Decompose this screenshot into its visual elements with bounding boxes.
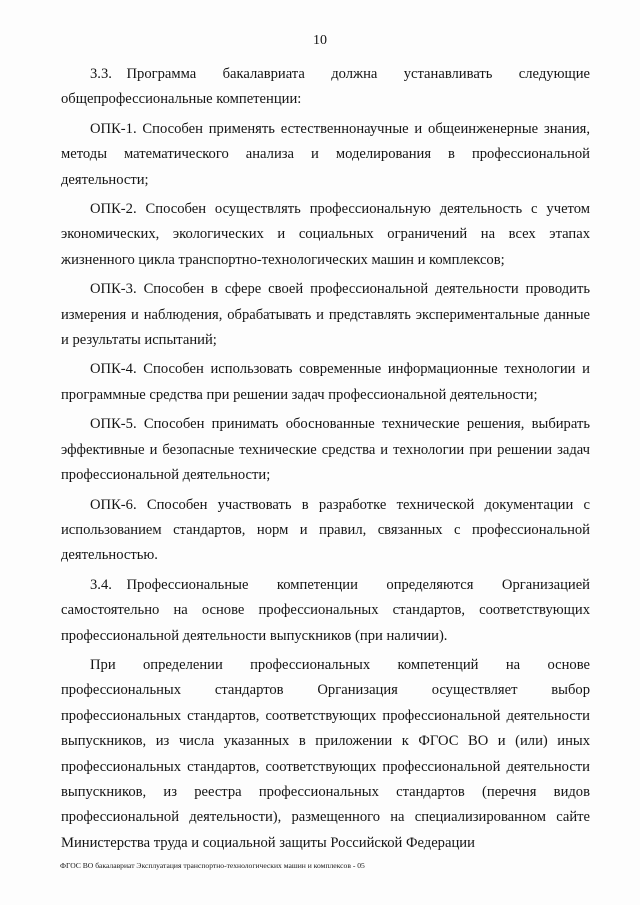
page-number: 10 xyxy=(313,33,327,48)
document-footer: ФГОС ВО бакалавриат Эксплуатация транспортно-технологических машин и комплексов - 05 xyxy=(60,861,365,870)
paragraph-opk-1: ОПК-1. Способен применять естественнонаучные и общеинженерные знания, методы математического анализа и моделирования в профессиональной деятельности; xyxy=(61,120,590,188)
paragraph-3-3: 3.3. Программа бакалавриата должна устанавливать следующие общепрофессиональные компетенции: xyxy=(61,66,590,108)
paragraph-professional-standards: При определении профессиональных компетенций на основе профессиональных стандартов Организация осуществляет выбор профессиональных стандартов, соответствующих профессиональной деятельности выпускников, из числа указанных в приложении к ФГОС ВО и (или) иных профессиональных стандартов, соответствующих профессиональной деятельности выпускников, из реестра профессиональных стандартов (перечня видов профессиональной деятельности), размещенного на специализированном сайте Министерства труда и социальной защиты Российской Федерации xyxy=(61,656,590,851)
document-body xyxy=(61,62,590,856)
paragraph-opk-5: ОПК-5. Способен принимать обоснованные технические решения, выбирать эффективные и безопасные технические средства и технологии при решении задач профессиональной деятельности; xyxy=(61,416,590,484)
paragraph-opk-2: ОПК-2. Способен осуществлять профессиональную деятельность с учетом экономических, экологических и социальных ограничений на всех этапах жизненного цикла транспортно-технологических машин и комплексов; xyxy=(61,201,590,268)
paragraph-opk-4: ОПК-4. Способен использовать современные информационные технологии и программные средства при решении задач профессиональной деятельности; xyxy=(61,361,590,403)
paragraph-opk-6: ОПК-6. Способен участвовать в разработке технической документации с использованием стандартов, норм и правил, связанных с профессиональной деятельностью. xyxy=(61,496,590,564)
paragraph-3-4: 3.4. Профессиональные компетенции определяются Организацией самостоятельно на основе профессиональных стандартов, соответствующих профессиональной деятельности выпускников (при наличии). xyxy=(61,576,590,644)
paragraph-opk-3: ОПК-3. Способен в сфере своей профессиональной деятельности проводить измерения и наблюдения, обрабатывать и представлять экспериментальные данные и результаты испытаний; xyxy=(61,281,590,349)
